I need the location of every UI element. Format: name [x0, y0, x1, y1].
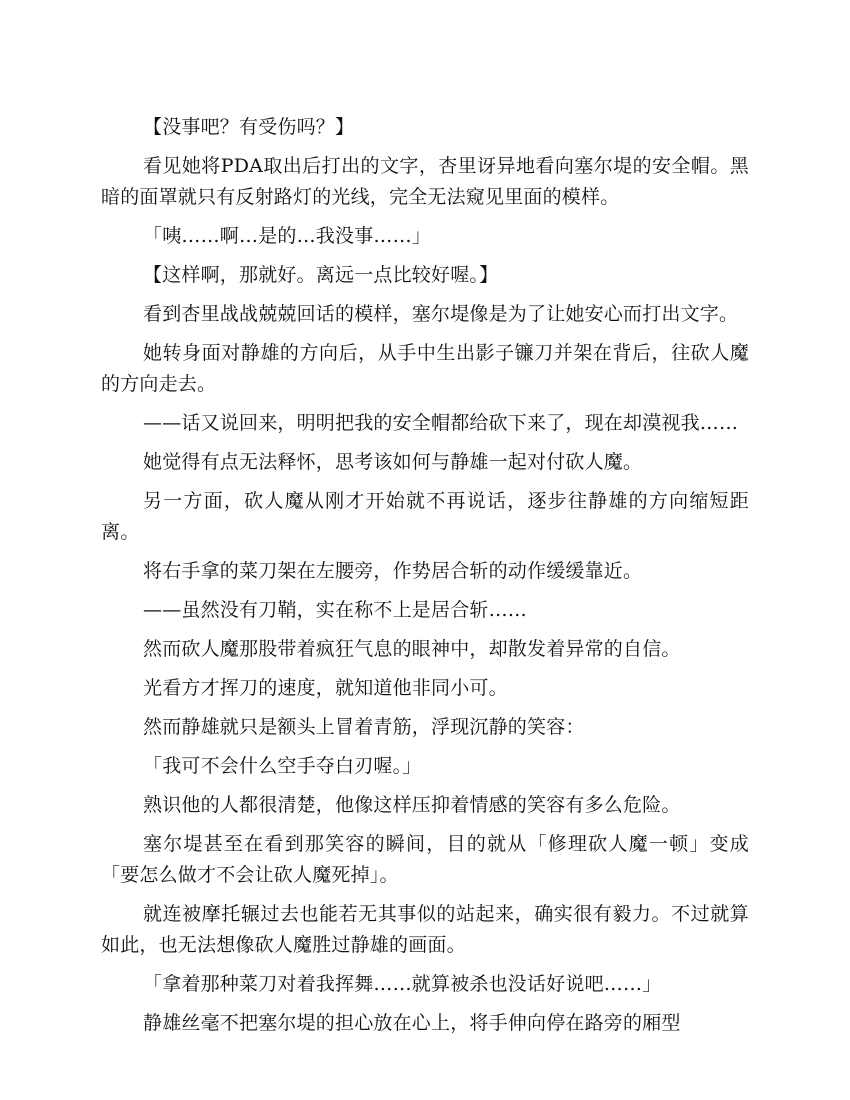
paragraph: ——话又说回来，明明把我的安全帽都给砍下来了，现在却漠视我…… [143, 412, 739, 434]
paragraph: 就连被摩托辗过去也能若无其事似的站起来，确实很有毅力。不过就算如此，也无法想像砍人魔胜过静雄的画面。 [101, 903, 749, 956]
document-page [101, 112, 749, 1047]
paragraph: 「拿着那种菜刀对着我挥舞……就算被杀也没话好说吧……」 [143, 973, 662, 995]
paragraph: 她觉得有点无法释怀，思考该如何与静雄一起对付砍人魔。 [143, 451, 643, 473]
paragraph: 光看方才挥刀的速度，就知道他非同小可。 [143, 677, 508, 699]
paragraph: ——虽然没有刀鞘，实在称不上是居合斩…… [143, 599, 528, 621]
paragraph: 将右手拿的菜刀架在左腰旁，作势居合斩的动作缓缓靠近。 [143, 560, 643, 582]
paragraph: 看见她将PDA取出后打出的文字，杏里讶异地看向塞尔堤的安全帽。黑暗的面罩就只有反射路灯的光线，完全无法窥见里面的模样。 [101, 155, 749, 208]
paragraph: 她转身面对静雄的方向后，从手中生出影子镰刀并架在背后，往砍人魔的方向走去。 [101, 342, 749, 395]
paragraph: 然而砍人魔那股带着疯狂气息的眼神中，却散发着异常的自信。 [143, 638, 681, 660]
paragraph: 静雄丝毫不把塞尔堤的担心放在心上，将手伸向停在路旁的厢型 [143, 1012, 681, 1034]
paragraph: 熟识他的人都很清楚，他像这样压抑着情感的笑容有多么危险。 [143, 794, 681, 816]
paragraph: 看到杏里战战兢兢回话的模样，塞尔堤像是为了让她安心而打出文字。 [143, 303, 739, 325]
paragraph: 【没事吧？有受伤吗？】 [143, 116, 355, 138]
paragraph: 另一方面，砍人魔从刚才开始就不再说话，逐步往静雄的方向缩短距离。 [101, 490, 749, 543]
paragraph: 「我可不会什么空手夺白刃喔。」 [143, 755, 422, 777]
paragraph: 【这样啊，那就好。离远一点比较好喔。】 [143, 264, 499, 286]
paragraph: 「咦……啊…是的…我没事……」 [143, 225, 432, 247]
paragraph: 然而静雄就只是额头上冒着青筋，浮现沉静的笑容： [143, 716, 585, 738]
paragraph: 塞尔堤甚至在看到那笑容的瞬间，目的就从「修理砍人魔一顿」变成「要怎么做才不会让砍人魔死掉」。 [101, 833, 749, 886]
